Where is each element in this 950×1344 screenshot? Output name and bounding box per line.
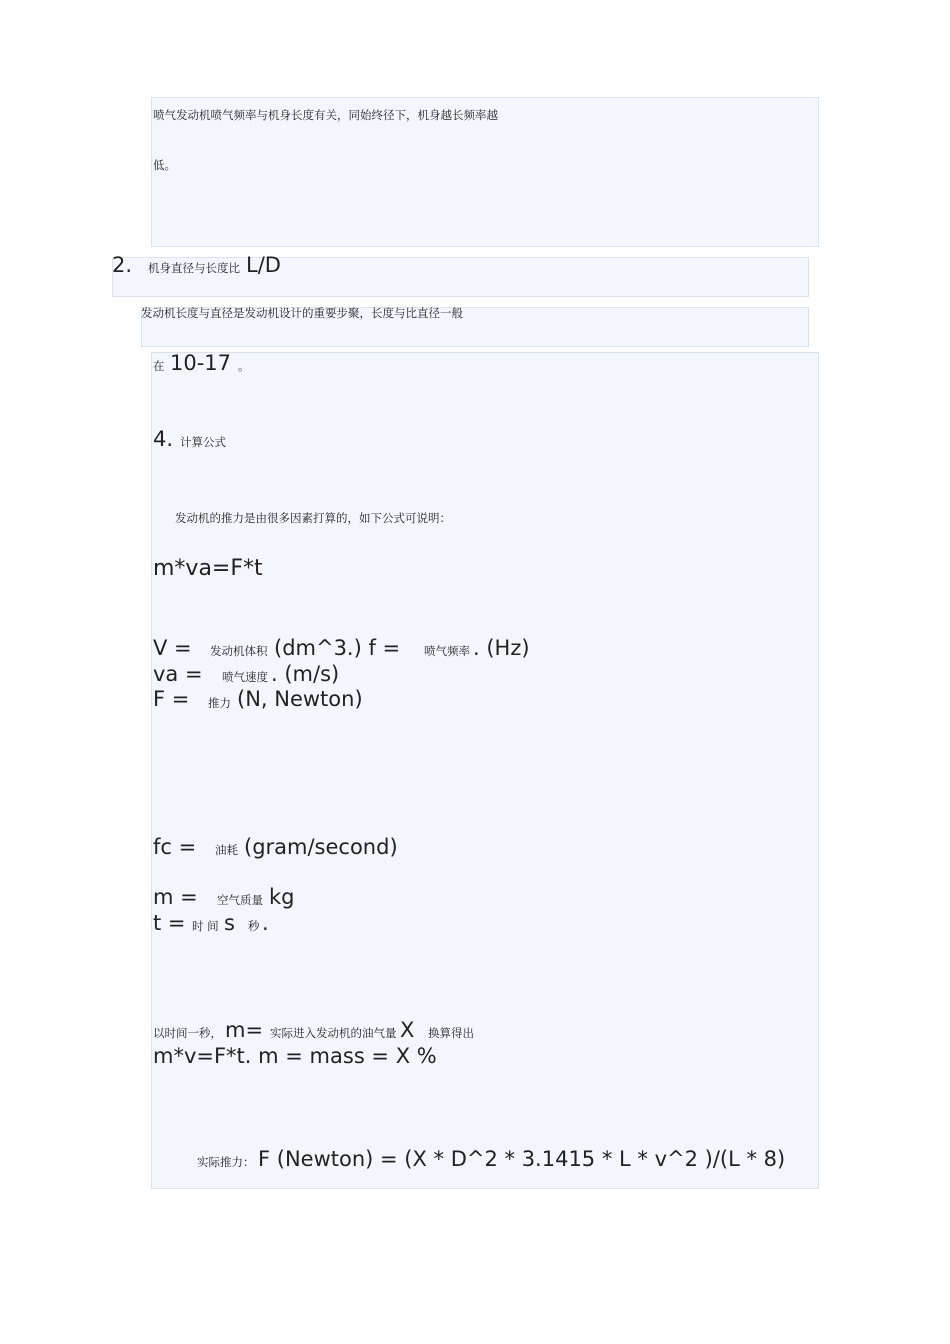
var-fc-desc: 油耗	[215, 843, 238, 857]
var-t-unit: s	[224, 911, 235, 935]
var-va-unit: . (m/s)	[271, 662, 340, 686]
var-F-desc: 推力	[208, 696, 231, 710]
section2-number: 2.	[112, 253, 133, 277]
var-v-desc: 发动机体积	[210, 644, 268, 658]
var-m-unit: kg	[269, 885, 295, 909]
var-v-unit: (dm^3.) f =	[274, 636, 401, 660]
para1-line2: 低。	[153, 158, 176, 172]
per-second-x: X	[400, 1018, 415, 1042]
per-second-suffix: 换算得出	[428, 1026, 474, 1040]
section2-title-en: L/D	[246, 253, 281, 277]
var-t-desc: 时 间	[192, 919, 219, 933]
para1-line1: 喷气发动机喷气频率与机身长度有关，同始终径下，机身越长频率越	[153, 108, 498, 122]
section2-title-cn: 机身直径与长度比	[148, 261, 240, 275]
var-t-end: .	[262, 911, 269, 935]
var-fc-unit: (gram/second)	[244, 835, 398, 859]
per-second-m-eq: m=	[225, 1018, 264, 1042]
var-t-label: t =	[153, 911, 186, 935]
para2-line2-value: 10-17	[170, 351, 232, 375]
var-f-desc: 喷气频率	[424, 644, 470, 658]
section4-number: 4.	[153, 427, 174, 451]
formula-main: m*va=F*t	[153, 556, 263, 581]
para2-line1: 发动机长度与直径是发动机设计的重要步聚，长度与比直径一般	[141, 306, 463, 320]
var-va-desc: 喷气速度	[222, 670, 268, 684]
var-m-desc: 空气质量	[217, 893, 263, 907]
para2-line2-prefix: 在	[153, 359, 165, 373]
per-second-prefix: 以时间一秒，	[153, 1026, 222, 1040]
section4-title: 计算公式	[180, 435, 226, 449]
intro-text: 发动机的推力是由很多因素打算的，如下公式可说明：	[175, 511, 451, 525]
var-t-desc2: 秒	[248, 919, 260, 933]
var-F-label: F =	[153, 687, 190, 711]
formula-mass: m*v=F*t. m = mass = X %	[153, 1044, 437, 1068]
per-second-desc: 实际进入发动机的油气量	[270, 1026, 397, 1040]
para2-line2-suffix: 。	[238, 359, 250, 373]
actual-thrust-label: 实际推力：	[197, 1155, 255, 1169]
var-m-label: m =	[153, 885, 198, 909]
var-f-unit: . (Hz)	[473, 636, 530, 660]
var-v-label: V =	[153, 636, 192, 660]
var-va-label: va =	[153, 662, 203, 686]
var-F-unit: (N, Newton)	[237, 687, 363, 711]
var-fc-label: fc =	[153, 835, 197, 859]
actual-thrust-formula: F (Newton) = (X * D^2 * 3.1415 * L * v^2 )/(L * 8)	[258, 1147, 786, 1171]
